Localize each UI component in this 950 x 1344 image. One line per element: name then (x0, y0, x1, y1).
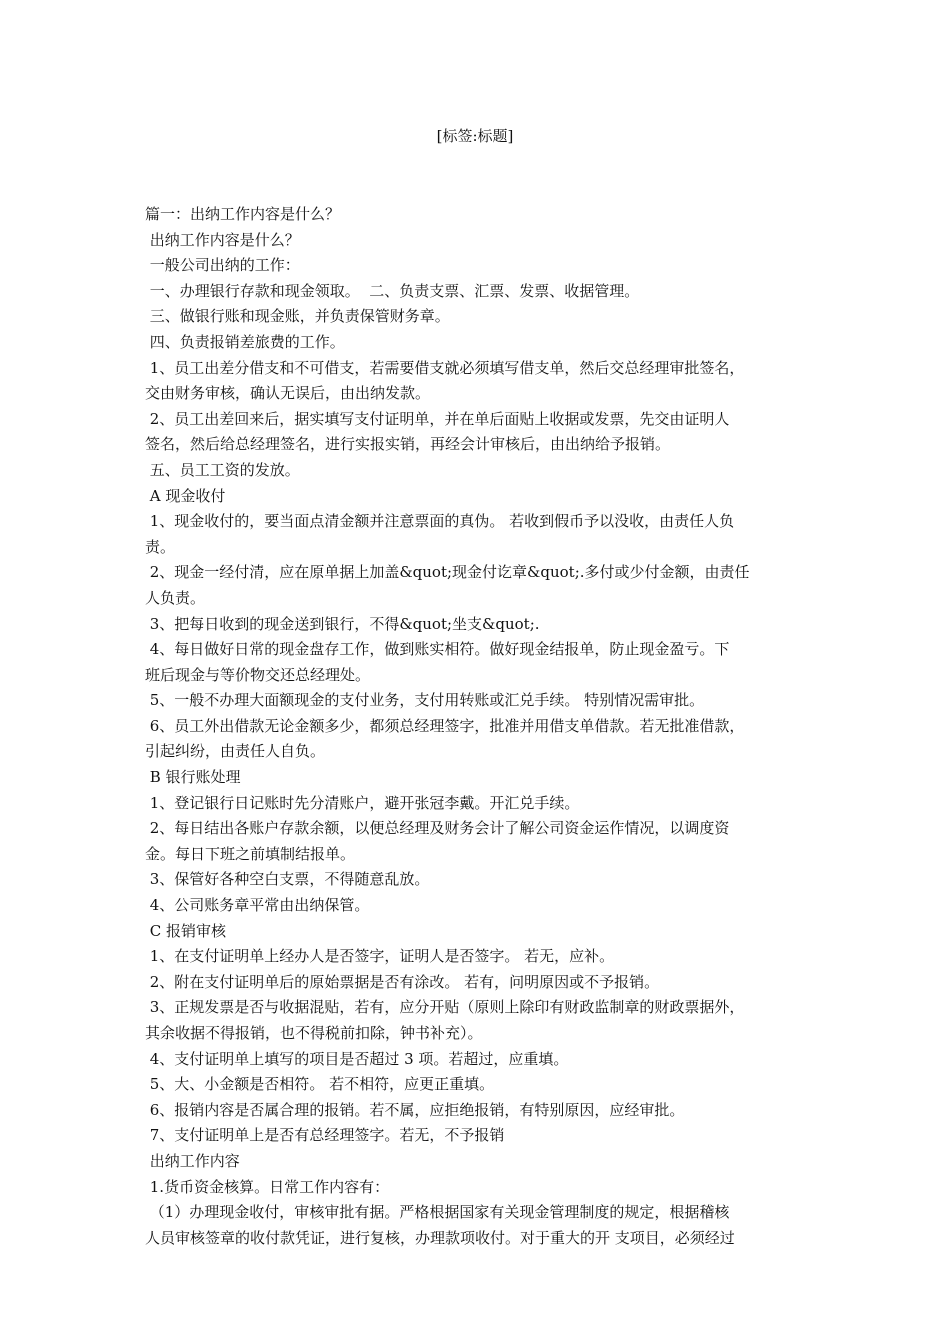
text-line: 3、正规发票是否与收据混贴，若有，应分开贴（原则上除印有财政监制章的财政票据外， (145, 998, 745, 1017)
text-line: 7、支付证明单上是否有总经理签字。若无，不予报销 (145, 1126, 505, 1145)
text-line: 5、一般不办理大面额现金的支付业务，支付用转账或汇兑手续。 特别情况需审批。 (145, 691, 705, 710)
text-line: B 银行账处理 (145, 768, 241, 787)
text-line: 3、把每日收到的现金送到银行，不得&quot;坐支&quot;. (145, 614, 540, 633)
document-body (145, 202, 813, 1251)
text-line: 四、负责报销差旅费的工作。 (145, 332, 345, 351)
text-line: 三、做银行账和现金账，并负责保管财务章。 (145, 307, 450, 326)
text-line: 一、办理银行存款和现金领取。 二、负责支票、汇票、发票、收据管理。 (145, 281, 640, 300)
text-line: 6、报销内容是否属合理的报销。若不属，应拒绝报销，有特别原因，应经审批。 (145, 1100, 685, 1119)
text-line: 班后现金与等价物交还总经理处。 (145, 665, 371, 684)
text-line: 4、支付证明单上填写的项目是否超过 3 项。若超过，应重填。 (145, 1049, 569, 1068)
text-line: 4、每日做好日常的现金盘存工作，做到账实相符。做好现金结报单，防止现金盈亏。下 (145, 640, 730, 659)
text-line: 一般公司出纳的工作： (145, 256, 300, 275)
text-line: C 报销审核 (145, 921, 227, 940)
text-line: 责。 (145, 537, 176, 556)
text-line: 交由财务审核，确认无误后，由出纳发款。 (145, 384, 431, 403)
text-line: A 现金收付 (145, 486, 226, 505)
text-line: 签名，然后给总经理签名，进行实报实销，再经会计审核后，由出纳给予报销。 (145, 435, 671, 454)
text-line: 1.货币资金核算。日常工作内容有： (145, 1177, 390, 1196)
text-line: 2、员工出差回来后，据实填写支付证明单，并在单后面贴上收据或发票，先交由证明人 (145, 409, 730, 428)
text-line: 3、保管好各种空白支票，不得随意乱放。 (145, 870, 430, 889)
text-line: 引起纠纷，由责任人自负。 (145, 742, 326, 761)
text-line: 出纳工作内容 (145, 1151, 240, 1170)
text-line: 5、大、小金额是否相符。 若不相符，应更正重填。 (145, 1075, 495, 1094)
text-line: 6、员工外出借款无论金额多少，都须总经理签字，批准并用借支单借款。若无批准借款， (145, 716, 745, 735)
text-line: 其余收据不得报销，也不得税前扣除，钟书补充）。 (145, 1024, 483, 1042)
header-title: [标签:标题] (436, 127, 514, 145)
text-line: 1、登记银行日记账时先分清账户，避开张冠李戴。开汇兑手续。 (145, 793, 580, 812)
text-line: （1）办理现金收付，审核审批有据。严格根据国家有关现金管理制度的规定，根据稽核 (145, 1203, 730, 1222)
text-line: 金。每日下班之前填制结报单。 (145, 844, 356, 863)
text-line: 4、公司账务章平常由出纳保管。 (145, 896, 370, 915)
text-line: 人员审核签章的收付款凭证，进行复核，办理款项收付。对于重大的开 支项目，必须经过 (145, 1228, 735, 1247)
text-line: 2、附在支付证明单后的原始票据是否有涂改。 若有，问明原因或不予报销。 (145, 972, 660, 991)
text-line: 1、在支付证明单上经办人是否签字，证明人是否签字。 若无，应补。 (145, 947, 615, 966)
text-line: 1、员工出差分借支和不可借支，若需要借支就必须填写借支单，然后交总经理审批签名， (145, 358, 745, 377)
text-line: 2、每日结出各账户存款余额，以便总经理及财务会计了解公司资金运作情况，以调度资 (145, 819, 730, 838)
text-line: 2、现金一经付清，应在原单据上加盖&quot;现金付讫章&quot;.多付或少付金额，由责任 (145, 563, 750, 582)
text-line: 人负责。 (145, 588, 206, 607)
text-line: 出纳工作内容是什么？ (145, 230, 300, 249)
text-line: 篇一：出纳工作内容是什么？ (145, 205, 341, 223)
text-line: 1、现金收付的，要当面点清金额并注意票面的真伪。 若收到假币予以没收，由责任人负 (145, 512, 735, 531)
text-line: 五、员工工资的发放。 (145, 460, 300, 479)
